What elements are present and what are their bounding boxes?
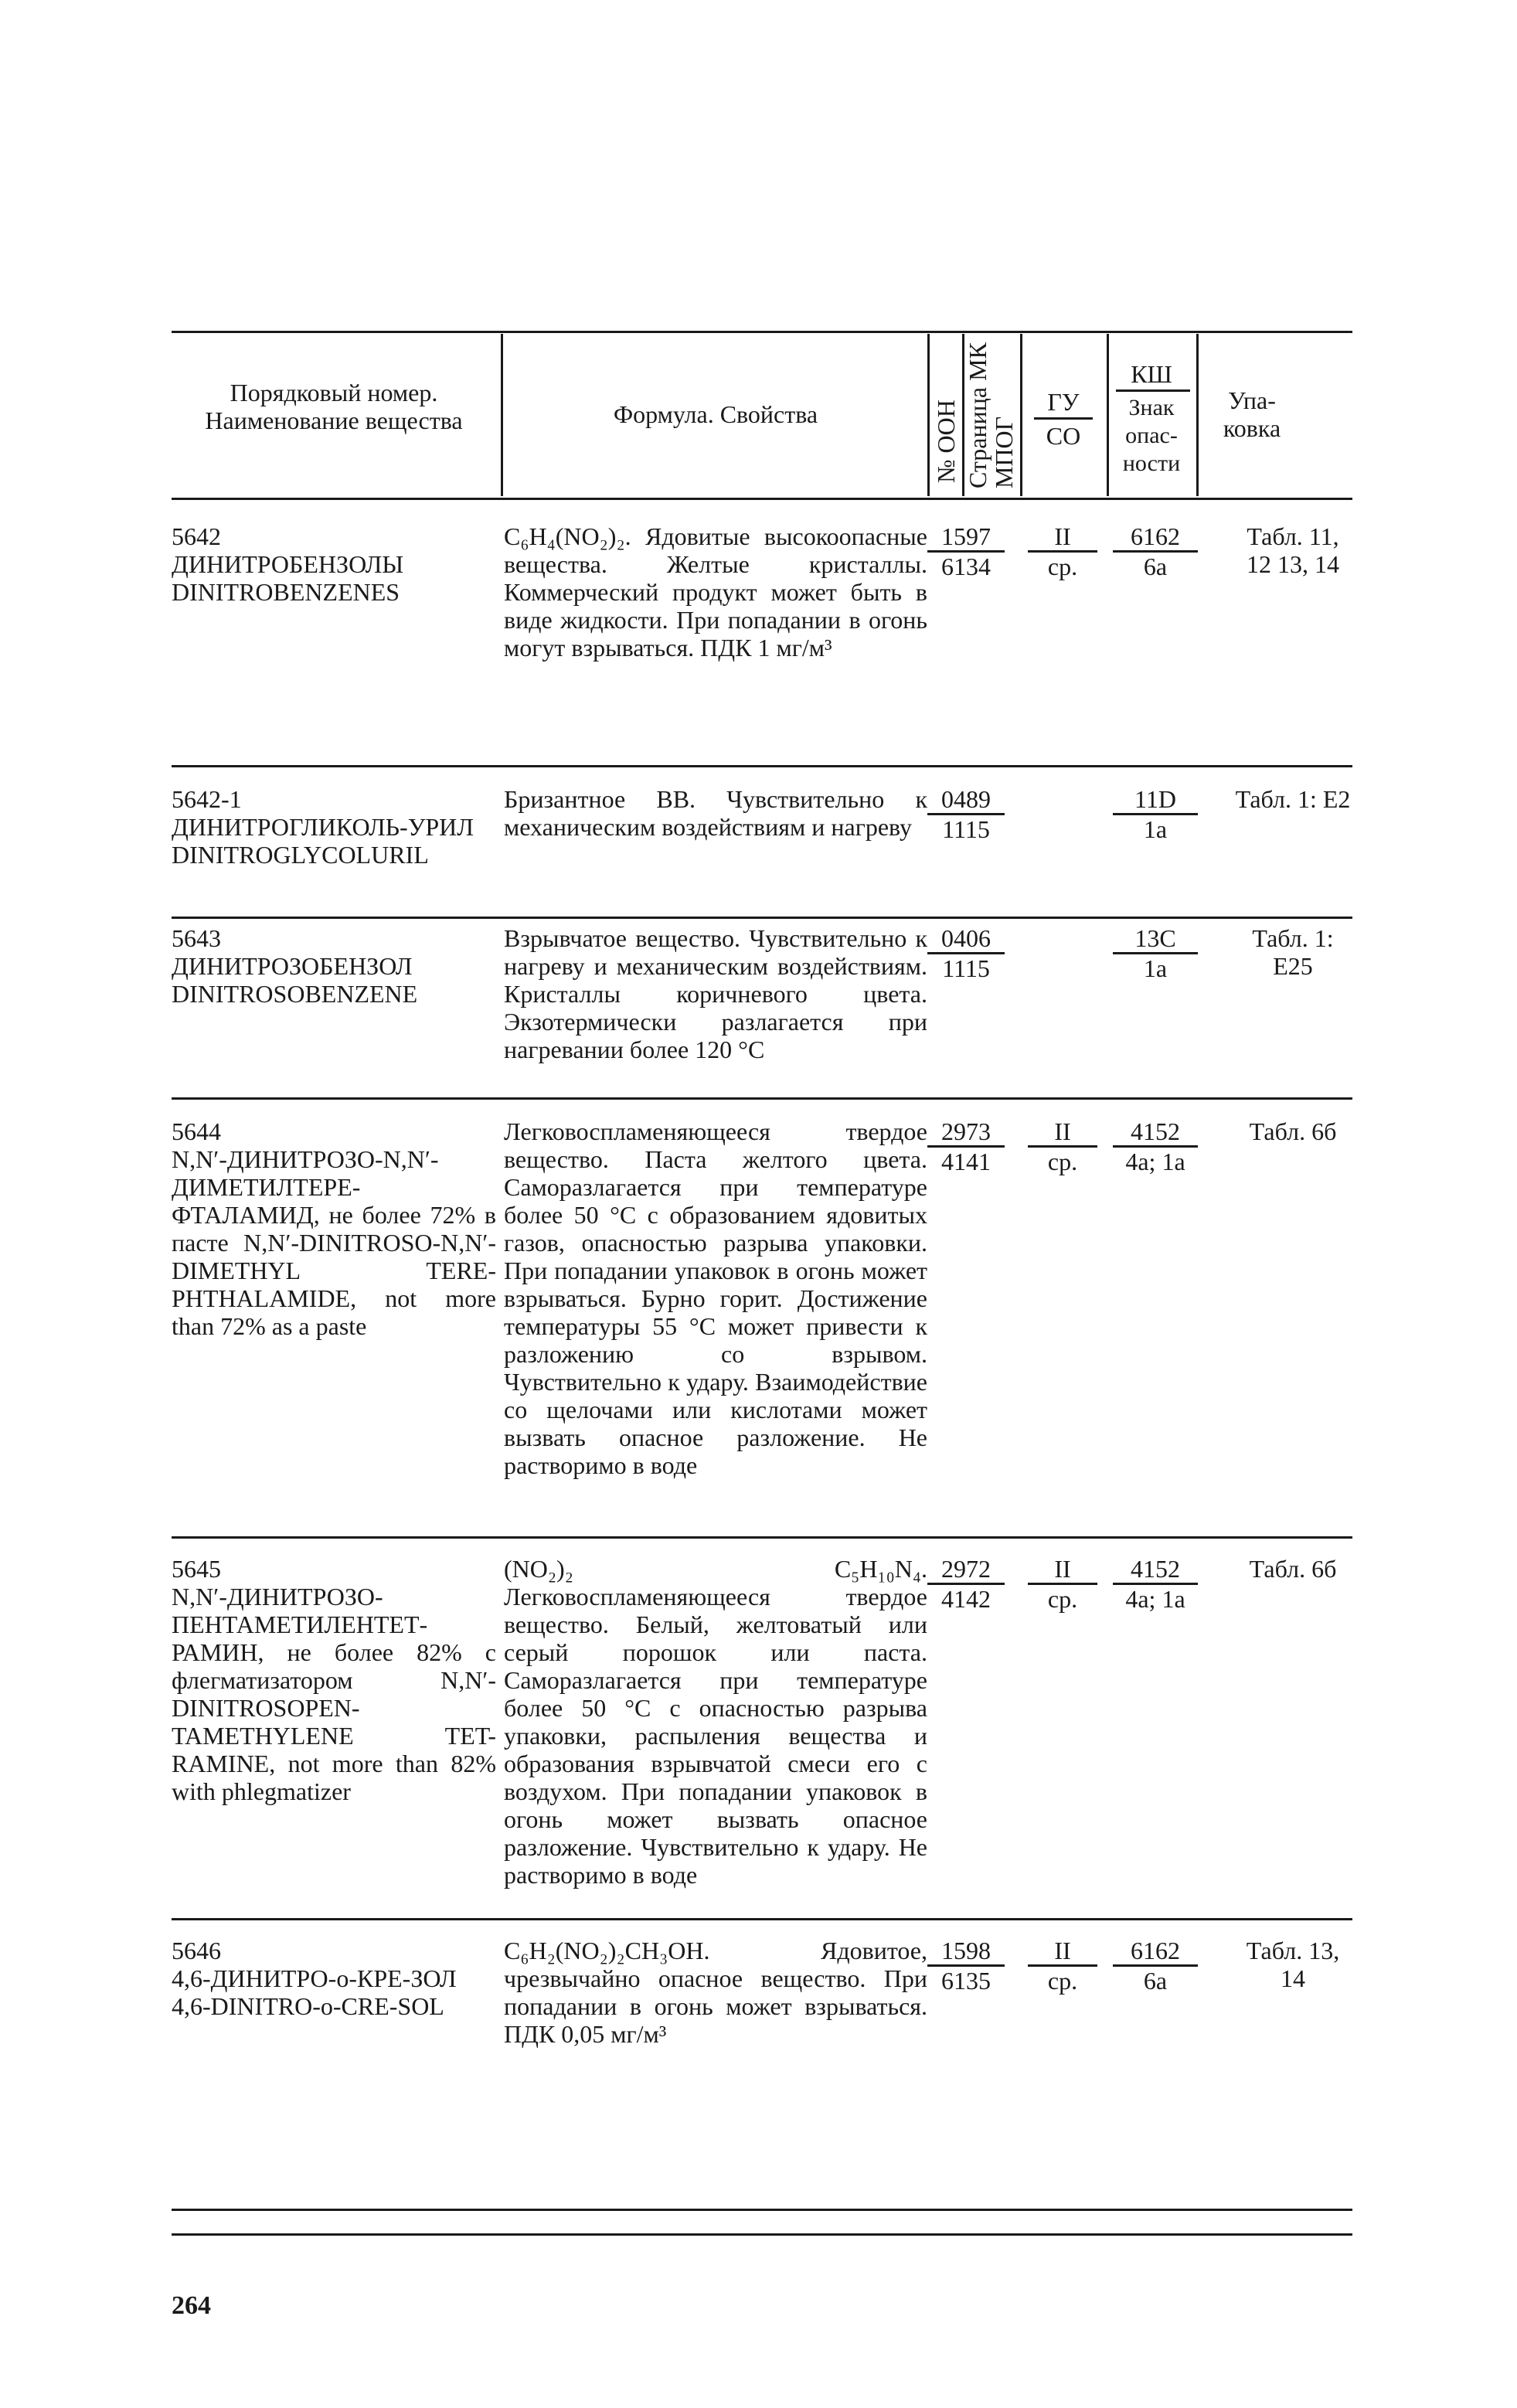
header-divider-2 xyxy=(927,334,930,496)
header-col4-bottom: СО xyxy=(1046,422,1081,450)
ksh: 4152 xyxy=(1113,1555,1198,1585)
gu: II xyxy=(1028,1937,1097,1967)
ksh: 6162 xyxy=(1113,1937,1198,1967)
row-5646-ksh-sign xyxy=(1113,1937,1198,1995)
row-5642-un-page xyxy=(927,522,1005,580)
row-divider xyxy=(172,917,1352,919)
mk-page: 4142 xyxy=(941,1585,991,1613)
row-5643-un-page xyxy=(927,924,1005,982)
ksh: 4152 xyxy=(1113,1117,1198,1148)
row-5642-gu-so xyxy=(1028,522,1097,580)
row-5642-1-un-page xyxy=(927,785,1005,843)
hazard-sign: 4а; 1а xyxy=(1125,1148,1185,1175)
so: ср. xyxy=(1047,1967,1078,1995)
row-5646-props: C₆H₂(NO₂)₂CH₃OH. Ядовитое, чрезвычайно опасное вещество. При попадании в огонь может взрываться. ПДК 0,05 мг/м³ xyxy=(504,1937,927,2048)
header-col5-bottom: Знак опас-ности xyxy=(1122,395,1181,476)
ksh: 13С xyxy=(1113,924,1198,954)
row-5642-num: 5642 xyxy=(172,522,221,550)
hazard-sign: 6а xyxy=(1143,553,1168,580)
row-5644-num: 5644 xyxy=(172,1117,221,1145)
header-col5-line xyxy=(1116,389,1190,392)
row-5645-pack: Табл. 6б xyxy=(1249,1555,1337,1583)
row-5643-num: 5643 xyxy=(172,924,221,952)
table-bottom-rule-2 xyxy=(172,2233,1352,2236)
mk-page: 1115 xyxy=(942,954,990,982)
header-col3a: № ООН xyxy=(932,400,960,483)
un-number: 2972 xyxy=(927,1555,1005,1585)
gu: II xyxy=(1028,1555,1097,1585)
header-col1: Порядковый номер. Наименование вещества xyxy=(205,379,463,434)
header-col4-top: ГУ xyxy=(1047,388,1080,416)
hazard-sign: 4а; 1а xyxy=(1125,1585,1185,1613)
header-bottom-rule xyxy=(172,498,1352,500)
hazard-sign: 6а xyxy=(1143,1967,1168,1995)
row-5645-ksh-sign xyxy=(1113,1555,1198,1613)
row-5642-1-props: Бризантное ВВ. Чувствительно к механическим воздействиям и нагреву xyxy=(504,785,927,841)
row-5643-pack: Табл. 1: Е25 xyxy=(1252,924,1334,980)
row-5646-gu-so xyxy=(1028,1937,1097,1995)
table-bottom-rule xyxy=(172,2209,1352,2211)
row-5642-props: C₆H₄(NO₂)₂. Ядовитые высокоопасные вещества. Желтые кристаллы. Коммерческий продукт может быть в виде жидкости. При попадании в огонь могут взрываться. ПДК 1 мг/м³ xyxy=(504,522,927,662)
row-5642-1-num: 5642-1 xyxy=(172,785,242,813)
header-col2: Формула. Свойства xyxy=(613,400,818,428)
row-5642-1-name: ДИНИТРОГЛИКОЛЬ-УРИЛ DINITROGLYCOLURIL xyxy=(172,813,474,869)
gu: II xyxy=(1028,522,1097,553)
row-5646-pack: Табл. 13, 14 xyxy=(1246,1937,1340,1992)
row-5645-num: 5645 xyxy=(172,1555,221,1583)
header-divider-4 xyxy=(1107,334,1109,496)
hazard-sign: 1а xyxy=(1143,954,1168,982)
header-divider-5 xyxy=(1196,334,1199,496)
so: ср. xyxy=(1047,553,1078,580)
table-top-rule xyxy=(172,331,1352,333)
row-divider xyxy=(172,1097,1352,1100)
gu: II xyxy=(1028,1117,1097,1148)
row-5645-un-page xyxy=(927,1555,1005,1613)
row-5643-name: ДИНИТРОЗОБЕНЗОЛ DINITROSOBENZENE xyxy=(172,952,418,1008)
un-number: 2973 xyxy=(927,1117,1005,1148)
row-5642-pack: Табл. 11, 12 13, 14 xyxy=(1247,522,1339,578)
row-5646-name: 4,6-ДИНИТРО-о-КРЕ-ЗОЛ 4,6-DINITRO-o-CRE-SOL xyxy=(172,1964,457,2020)
row-5642-1-ksh-sign xyxy=(1113,785,1198,843)
header-divider-1 xyxy=(501,334,503,496)
row-5643-props: Взрывчатое вещество. Чувствительно к нагреву и механическим воздействиям. Кристаллы коричневого цвета. Экзотермически разлагается при нагревании более 120 °С xyxy=(504,924,927,1063)
row-5645-props: (NO₂)₂ C₅H₁₀N₄. Легковоспламеняющееся твердое вещество. Белый, желтоватый или серый порошок или паста. Саморазлагается при температуре более 50 °С с опасностью разрыва упаковки, распыления вещества и образования взрывчатой смеси его с воздухом. При попадании упаковок в огонь может вызвать опасное разложение. Чувствительно к удару. Не растворимо в воде xyxy=(504,1555,927,1889)
header-col6: Упа-ковка xyxy=(1223,386,1281,442)
row-5642-ksh-sign xyxy=(1113,522,1198,580)
header-col3b: Страница МК МПОГ xyxy=(964,342,1018,488)
un-number: 1598 xyxy=(927,1937,1005,1967)
row-divider xyxy=(172,1918,1352,1920)
mk-page: 1115 xyxy=(942,815,990,843)
row-5644-gu-so xyxy=(1028,1117,1097,1175)
page-number: 264 xyxy=(172,2291,211,2320)
un-number: 0489 xyxy=(927,785,1005,815)
mk-page: 6134 xyxy=(941,553,991,580)
un-number: 1597 xyxy=(927,522,1005,553)
mk-page: 6135 xyxy=(941,1967,991,1995)
row-5644-props: Легковоспламеняющееся твердое вещество. Паста желтого цвета. Саморазлагается при температуре более 50 °С с образованием ядовитых газов, опасностью разрыва упаковки. При попадании упаковок в огонь может взрываться. Бурно горит. Достижение температуры 55 °С может привести к разложению со взрывом. Чувствительно к удару. Взаимодействие со щелочами или кислотами может вызвать опасное разложение. Не растворимо в воде xyxy=(504,1117,927,1479)
row-5644-name: N,N′-ДИНИТРОЗО-N,N′-ДИМЕТИЛТЕРЕ-ФТАЛАМИД, не более 72% в пасте N,N′-DINITROSO-N,N′-DIMETHYL TERE-PHTHALAMIDE, not more than 72% as a paste xyxy=(172,1145,496,1340)
row-divider xyxy=(172,1536,1352,1539)
row-5642-1-pack: Табл. 1: Е2 xyxy=(1235,785,1351,813)
row-5645-gu-so xyxy=(1028,1555,1097,1613)
un-number: 0406 xyxy=(927,924,1005,954)
row-divider xyxy=(172,765,1352,767)
row-5644-un-page xyxy=(927,1117,1005,1175)
mk-page: 4141 xyxy=(941,1148,991,1175)
ksh: 6162 xyxy=(1113,522,1198,553)
row-5644-ksh-sign xyxy=(1113,1117,1198,1175)
row-5646-num: 5646 xyxy=(172,1937,221,1964)
ksh: 11D xyxy=(1113,785,1198,815)
row-5645-name: N,N′-ДИНИТРОЗО-ПЕНТАМЕТИЛЕНТЕТ-РАМИН, не более 82% с флегматизатором N,N′-DINITROSOPEN-TAMETHYLENE TET-RAMINE, not more than 82% with phlegmatizer xyxy=(172,1583,496,1805)
header-col4-line xyxy=(1034,417,1093,420)
row-5643-ksh-sign xyxy=(1113,924,1198,982)
row-5642-name: ДИНИТРОБЕНЗОЛЫ DINITROBENZENES xyxy=(172,550,404,606)
hazard-sign: 1а xyxy=(1143,815,1168,843)
row-5646-un-page xyxy=(927,1937,1005,1995)
header-col5-top: КШ xyxy=(1131,360,1172,388)
so: ср. xyxy=(1047,1585,1078,1613)
row-5644-pack: Табл. 6б xyxy=(1249,1117,1337,1145)
so: ср. xyxy=(1047,1148,1078,1175)
